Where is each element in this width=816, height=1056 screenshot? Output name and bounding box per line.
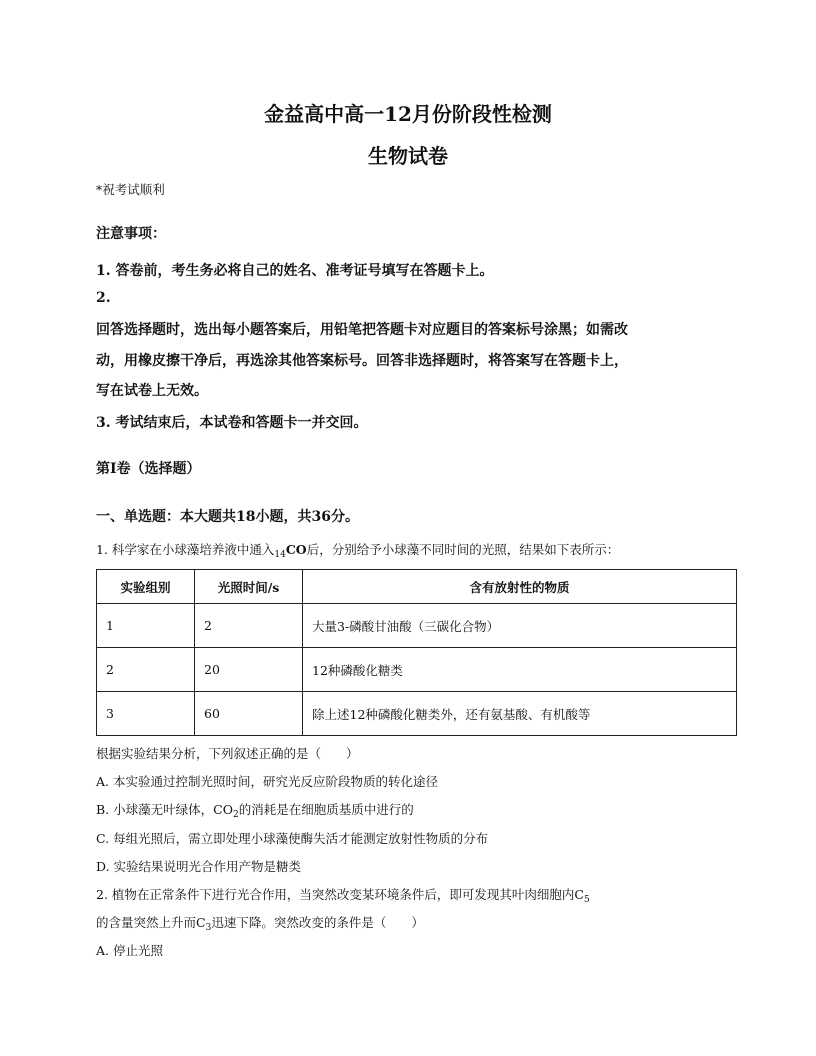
- table-header-row: [97, 570, 737, 604]
- notice-heading: 注意事项：: [96, 226, 166, 242]
- notice-item-2-line-1: 回答选择题时，选出每小题答案后，用铅笔把答题卡对应题目的答案标号涂黑；如需改: [96, 322, 628, 338]
- notice-item-2-number: 2.: [96, 290, 111, 306]
- table-cell: 1: [97, 604, 195, 648]
- table-row: [97, 692, 737, 736]
- table-header-light-time: 光照时间/s: [195, 570, 303, 604]
- table-row: [97, 648, 737, 692]
- notice-item-2-line-3: 写在试卷上无效。: [96, 383, 208, 399]
- question-1-option-c: C. 每组光照后，需立即处理小球藻使酶失活才能测定放射性物质的分布: [96, 831, 489, 846]
- notice-item-2-line-2: 动，用橡皮擦干净后，再选涂其他答案标号。回答非选择题时，将答案写在答题卡上，: [96, 353, 628, 369]
- question-2-stem-line-1: 2. 植物在正常条件下进行光合作用，当突然改变某环境条件后，即可发现其叶肉细胞内$C_5$: [96, 887, 590, 905]
- question-1-stem: 1. 科学家在小球藻培养液中通入$_{14}$CO后，分别给予小球藻不同时间的光照，结果如下表所示：: [96, 542, 620, 560]
- table-cell: 2: [97, 648, 195, 692]
- table-cell: 12种磷酸化糖类: [303, 648, 737, 692]
- volume-heading: 第Ⅰ卷（选择题）: [96, 461, 201, 477]
- question-1-option-d: D. 实验结果说明光合作用产物是糖类: [96, 859, 302, 874]
- table-cell: 2: [195, 604, 303, 648]
- question-1-option-a: A. 本实验通过控制光照时间，研究光反应阶段物质的转化途径: [96, 774, 438, 789]
- table-cell: 除上述12种磷酸化糖类外，还有氨基酸、有机酸等: [303, 692, 737, 736]
- table-cell: 60: [195, 692, 303, 736]
- table-cell: 3: [97, 692, 195, 736]
- table-cell: 大量3-磷酸甘油酸（三碳化合物）: [303, 604, 737, 648]
- part-heading: 一、单选题：本大题共18小题，共36分。: [96, 509, 359, 525]
- table-row: [97, 604, 737, 648]
- notice-item-3: 3. 考试结束后，本试卷和答题卡一并交回。: [96, 415, 368, 431]
- exam-subtitle: 生物试卷: [368, 144, 448, 168]
- question-2-option-a: A. 停止光照: [96, 943, 163, 958]
- table-header-group: 实验组别: [97, 570, 195, 604]
- good-luck-note: *祝考试顺利: [96, 182, 165, 197]
- question-1-option-b: B. 小球藻无叶绿体，$CO_2$的消耗是在细胞质基质中进行的: [96, 802, 414, 820]
- table-header-substance: 含有放射性的物质: [303, 570, 737, 604]
- notice-item-1: 1. 答卷前，考生务必将自己的姓名、准考证号填写在答题卡上。: [96, 263, 494, 279]
- experiment-table: [96, 569, 737, 736]
- exam-title: 金益高中高一12月份阶段性检测: [264, 102, 552, 126]
- question-1-prompt: 根据实验结果分析，下列叙述正确的是（ ）: [96, 746, 359, 761]
- question-2-stem-line-2: 的含量突然上升而$C_3$迅速下降。突然改变的条件是（ ）: [96, 915, 424, 933]
- table-cell: 20: [195, 648, 303, 692]
